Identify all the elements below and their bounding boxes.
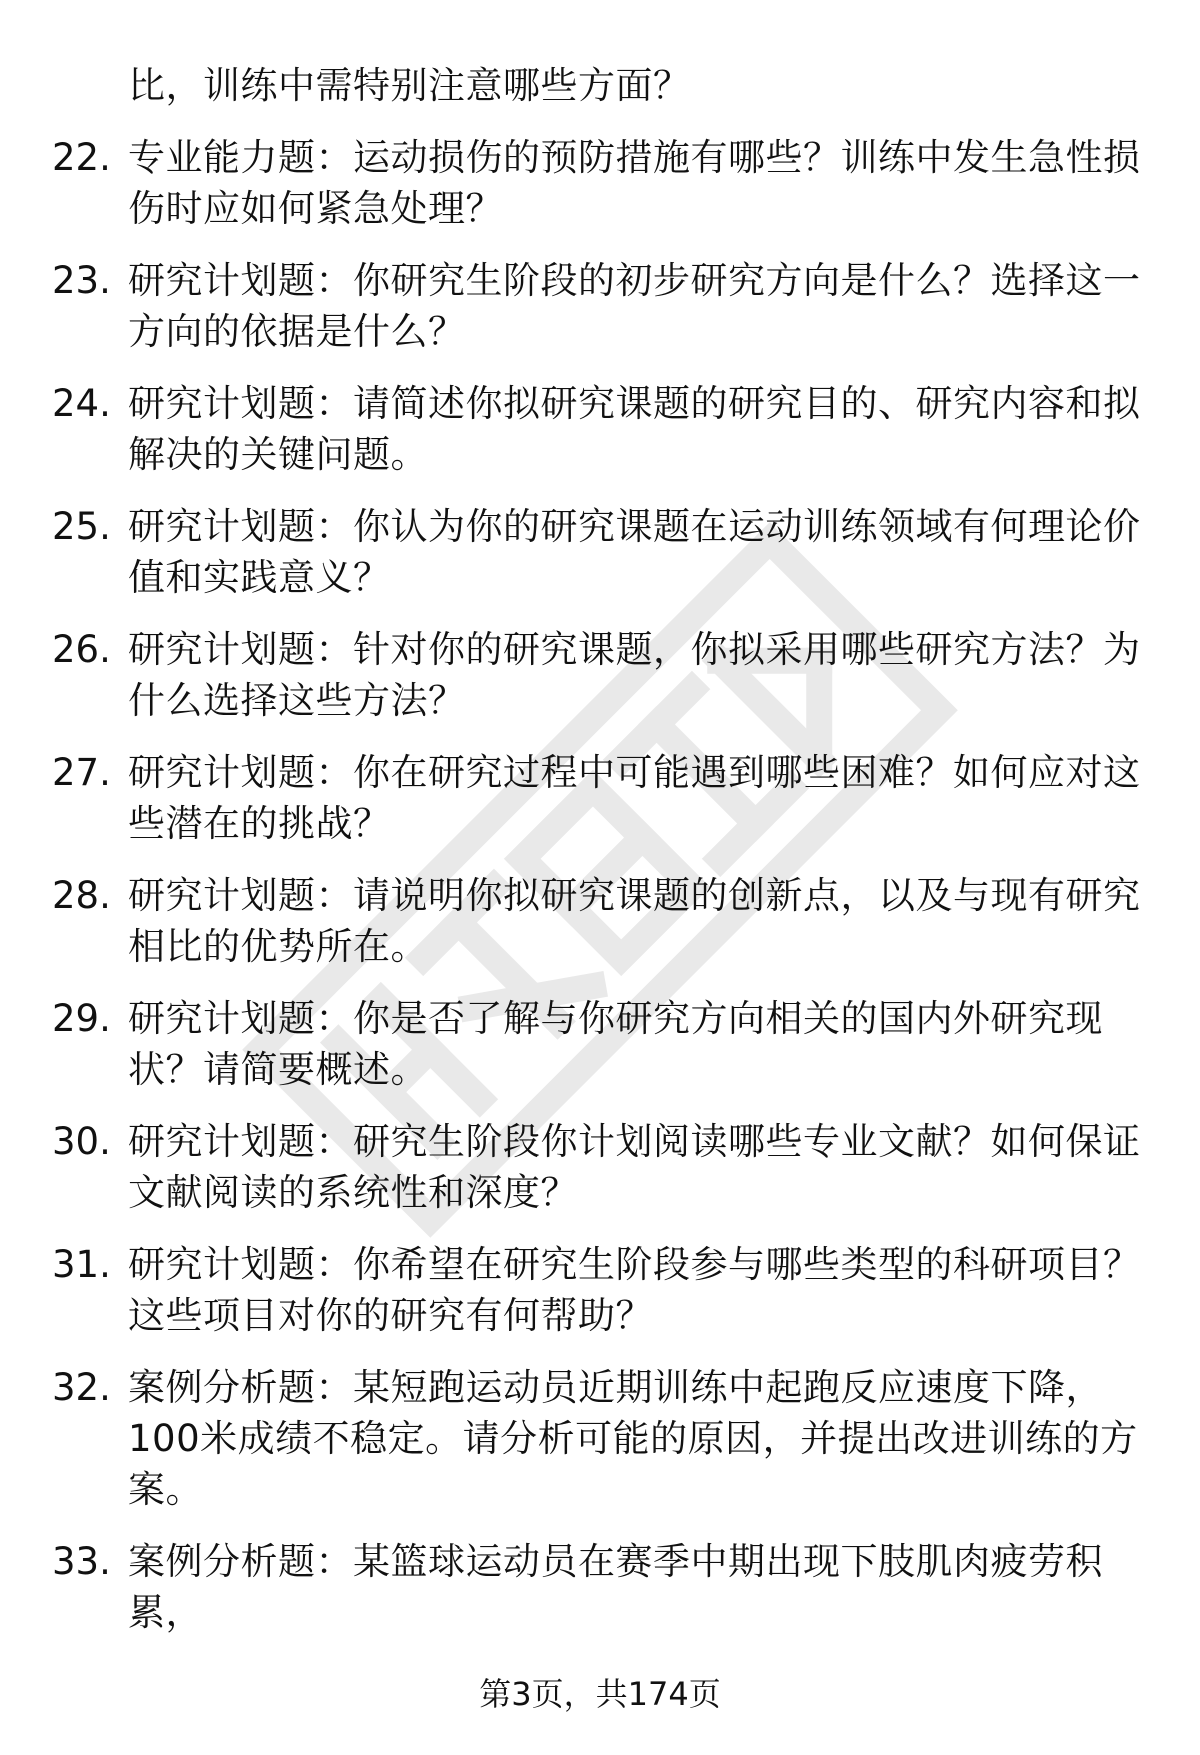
- item-number: 22.: [52, 136, 111, 179]
- list-item: [52, 132, 1152, 234]
- item-number: 27.: [52, 751, 111, 794]
- list-item: [52, 255, 1152, 357]
- item-text: 研究计划题：请说明你拟研究课题的创新点，以及与现有研究相比的优势所在。: [128, 874, 1141, 968]
- continuation-text: 比，训练中需特别注意哪些方面？: [128, 64, 691, 107]
- item-text: 案例分析题：某篮球运动员在赛季中期出现下肢肌肉疲劳积累，: [128, 1540, 1103, 1634]
- item-text: 专业能力题：运动损伤的预防措施有哪些？训练中发生急性损伤时应如何紧急处理？: [128, 136, 1141, 230]
- item-number: 24.: [52, 382, 111, 425]
- list-item: [52, 378, 1152, 480]
- page-footer: 第3页，共174页: [479, 1675, 721, 1713]
- list-item: [52, 870, 1152, 972]
- item-number: 26.: [52, 628, 111, 671]
- item-number: 33.: [52, 1540, 111, 1583]
- item-number: 25.: [52, 505, 111, 548]
- item-text: 研究计划题：请简述你拟研究课题的研究目的、研究内容和拟解决的关键问题。: [128, 382, 1141, 476]
- list-item: [52, 993, 1152, 1095]
- list-item: [52, 1239, 1152, 1341]
- item-text: 研究计划题：你在研究过程中可能遇到哪些困难？如何应对这些潜在的挑战？: [128, 751, 1141, 845]
- list-item: [52, 501, 1152, 603]
- item-number: 29.: [52, 997, 111, 1040]
- item-text: 研究计划题：你认为你的研究课题在运动训练领域有何理论价值和实践意义？: [128, 505, 1141, 599]
- item-text: 研究计划题：针对你的研究课题，你拟采用哪些研究方法？为什么选择这些方法？: [128, 628, 1141, 722]
- item-number: 30.: [52, 1120, 111, 1163]
- list-item: [52, 624, 1152, 726]
- item-text: 研究计划题：你研究生阶段的初步研究方向是什么？选择这一方向的依据是什么？: [128, 259, 1141, 353]
- list-item: [52, 747, 1152, 849]
- item-text: 研究计划题：研究生阶段你计划阅读哪些专业文献？如何保证文献阅读的系统性和深度？: [128, 1120, 1141, 1214]
- item-number: 31.: [52, 1243, 111, 1286]
- list-item: [52, 1536, 1152, 1638]
- item-number: 23.: [52, 259, 111, 302]
- item-number: 32.: [52, 1366, 111, 1409]
- item-text: 研究计划题：你是否了解与你研究方向相关的国内外研究现状？请简要概述。: [128, 997, 1103, 1091]
- list-item: [52, 1362, 1152, 1515]
- item-text: 案例分析题：某短跑运动员近期训练中起跑反应速度下降，100米成绩不稳定。请分析可能的原因，并提出改进训练的方案。: [128, 1366, 1138, 1511]
- question-list: [52, 60, 1152, 1659]
- item-text: 研究计划题：你希望在研究生阶段参与哪些类型的科研项目？这些项目对你的研究有何帮助？: [128, 1243, 1141, 1337]
- item-number: 28.: [52, 874, 111, 917]
- list-item: [52, 1116, 1152, 1218]
